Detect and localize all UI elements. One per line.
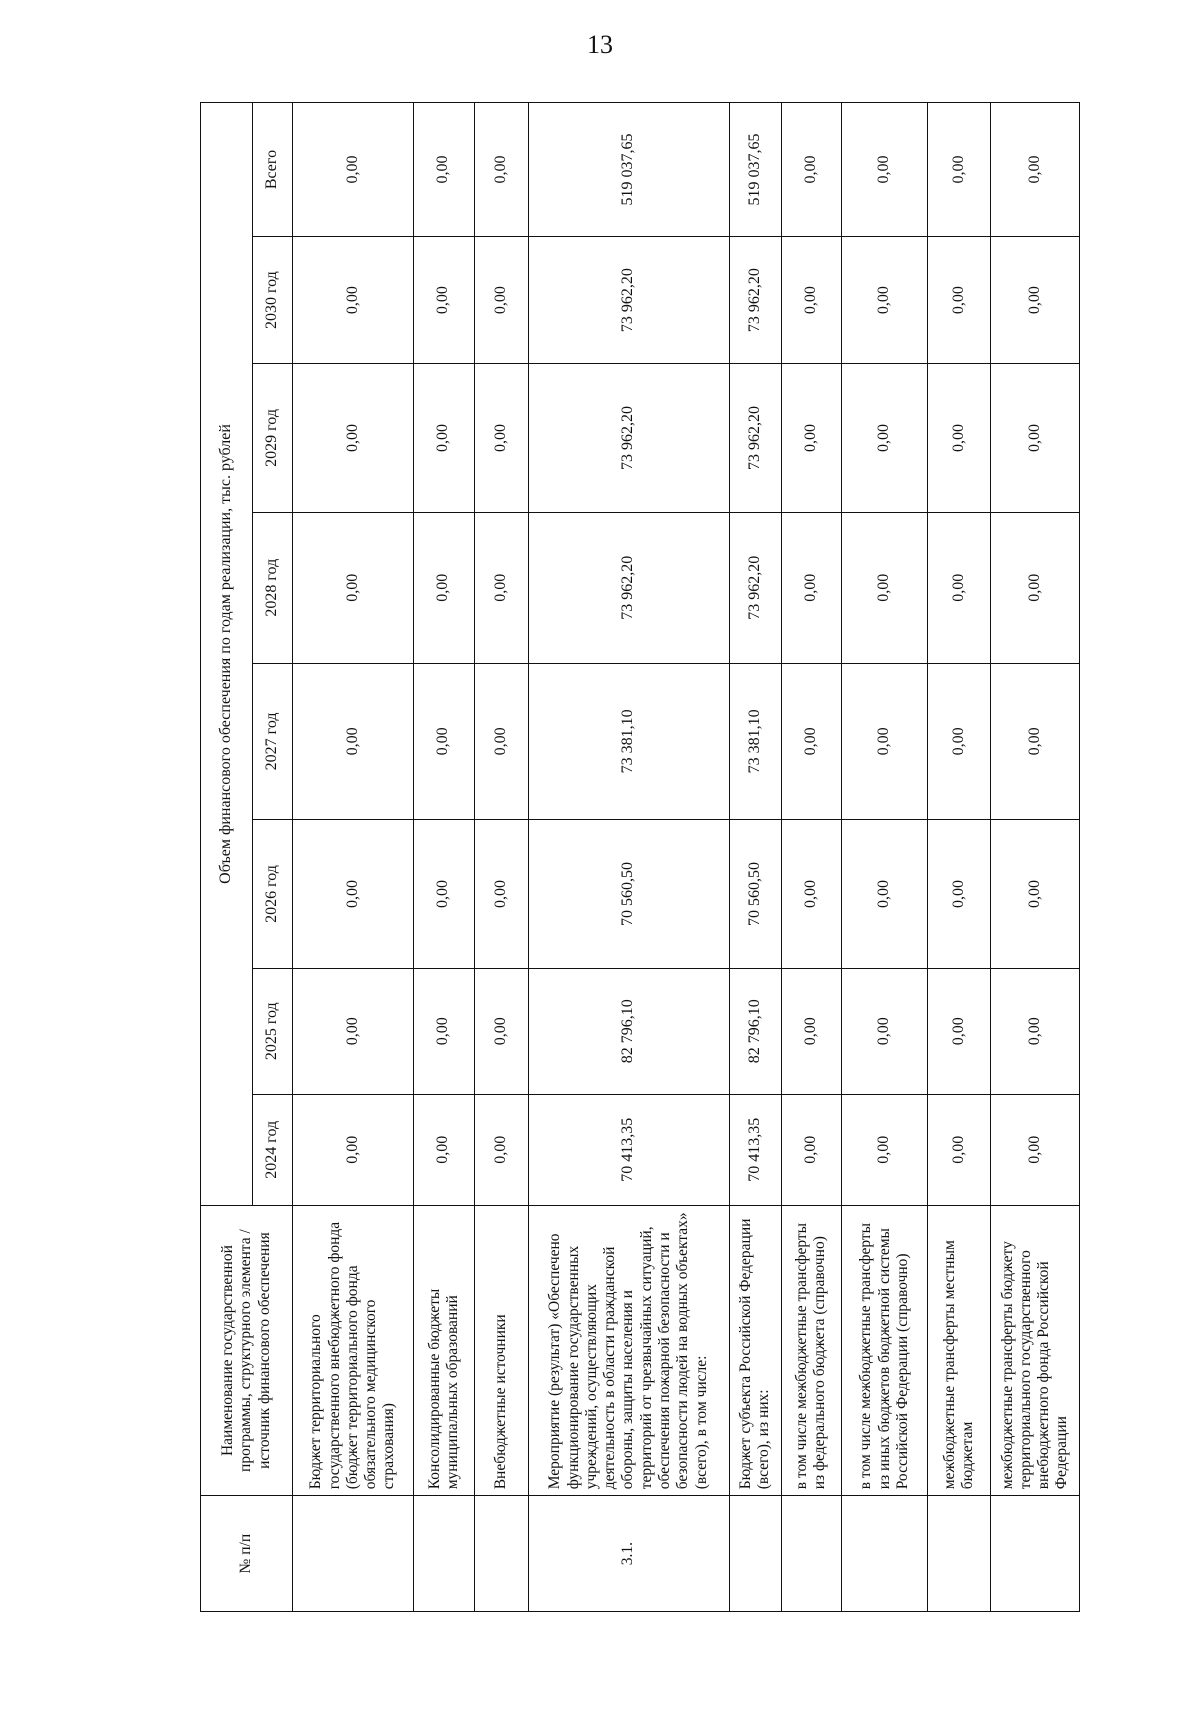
- row-name: Консолидированные бюджеты муниципальных образований: [414, 1205, 475, 1495]
- row-value: 0,00: [474, 512, 528, 663]
- table-row: [414, 103, 475, 1612]
- row-value: 73 962,20: [528, 364, 729, 513]
- row-value: 0,00: [293, 364, 414, 513]
- row-value: 0,00: [991, 237, 1080, 364]
- financing-table: [200, 102, 1080, 1612]
- row-name: межбюджетные трансферты бюджету территориального государственного внебюджетного фонда Российской Федерации: [991, 1205, 1080, 1495]
- row-name: Бюджет территориального государственного внебюджетного фонда (бюджет территориального фонда обязательного медицинского страхования): [293, 1205, 414, 1495]
- row-total: 519 037,65: [729, 103, 781, 237]
- row-value: 0,00: [414, 1094, 475, 1205]
- row-total: 0,00: [928, 103, 991, 237]
- header-year: 2029 год: [253, 364, 293, 513]
- row-total: 0,00: [781, 103, 842, 237]
- row-value: 0,00: [781, 968, 842, 1094]
- header-year: 2024 год: [253, 1094, 293, 1205]
- row-total: 0,00: [842, 103, 928, 237]
- row-value: 0,00: [842, 820, 928, 969]
- row-value: 0,00: [474, 1094, 528, 1205]
- row-num: [991, 1496, 1080, 1612]
- header-year: 2027 год: [253, 663, 293, 820]
- row-total: 0,00: [293, 103, 414, 237]
- row-value: 0,00: [991, 1094, 1080, 1205]
- header-year: 2030 год: [253, 237, 293, 364]
- row-value: 0,00: [781, 1094, 842, 1205]
- row-name: в том числе межбюджетные трансферты из иных бюджетов бюджетной системы Российской Федерации (справочно): [842, 1205, 928, 1495]
- row-value: 0,00: [842, 237, 928, 364]
- row-value: 82 796,10: [729, 968, 781, 1094]
- row-value: 0,00: [991, 663, 1080, 820]
- row-value: 0,00: [414, 820, 475, 969]
- table-row: [474, 103, 528, 1612]
- row-value: 0,00: [928, 237, 991, 364]
- row-num: [474, 1496, 528, 1612]
- row-total: 0,00: [991, 103, 1080, 237]
- header-num: № п/п: [201, 1496, 293, 1612]
- row-value: 73 381,10: [729, 663, 781, 820]
- row-num: 3.1.: [528, 1496, 729, 1612]
- row-value: 70 560,50: [528, 820, 729, 969]
- row-num: [781, 1496, 842, 1612]
- page-number: 13: [587, 30, 613, 59]
- row-value: 0,00: [293, 237, 414, 364]
- row-value: 0,00: [781, 663, 842, 820]
- row-value: 0,00: [474, 663, 528, 820]
- header-total: Всего: [253, 103, 293, 237]
- row-value: 0,00: [842, 663, 928, 820]
- row-value: 0,00: [781, 512, 842, 663]
- row-name: Внебюджетные источники: [474, 1205, 528, 1495]
- row-value: 0,00: [293, 820, 414, 969]
- row-total: 0,00: [474, 103, 528, 237]
- row-value: 70 413,35: [729, 1094, 781, 1205]
- row-value: 0,00: [991, 364, 1080, 513]
- row-value: 0,00: [991, 512, 1080, 663]
- row-value: 0,00: [928, 820, 991, 969]
- row-value: 0,00: [991, 968, 1080, 1094]
- table-row: [293, 103, 414, 1612]
- row-value: 0,00: [414, 512, 475, 663]
- row-total: 0,00: [414, 103, 475, 237]
- row-num: [414, 1496, 475, 1612]
- header-volume: Объем финансового обеспечения по годам реализации, тыс. рублей: [201, 103, 253, 1206]
- row-value: 73 381,10: [528, 663, 729, 820]
- row-value: 0,00: [991, 820, 1080, 969]
- row-total: 519 037,65: [528, 103, 729, 237]
- row-name: межбюджетные трансферты местным бюджетам: [928, 1205, 991, 1495]
- row-value: 0,00: [414, 968, 475, 1094]
- row-name: в том числе межбюджетные трансферты из федерального бюджета (справочно): [781, 1205, 842, 1495]
- row-value: 0,00: [928, 512, 991, 663]
- row-value: 0,00: [293, 968, 414, 1094]
- row-name: Мероприятие (результат) «Обеспечено функционирование государственных учреждений, осуществляющих деятельность в области гражданской обороны, защиты населения и территорий от чрезвычайных ситуаций, обеспечения пожарной безопасности и безопасности людей на водных объектах» (всего), в том числе:: [528, 1205, 729, 1495]
- row-value: 0,00: [842, 1094, 928, 1205]
- row-value: 73 962,20: [528, 512, 729, 663]
- header-year: 2025 год: [253, 968, 293, 1094]
- row-value: 70 560,50: [729, 820, 781, 969]
- header-year: 2026 год: [253, 820, 293, 969]
- row-value: 0,00: [414, 663, 475, 820]
- row-value: 0,00: [474, 364, 528, 513]
- row-name: Бюджет субъекта Российской Федерации (всего), из них:: [729, 1205, 781, 1495]
- row-value: 0,00: [928, 663, 991, 820]
- row-value: 0,00: [474, 237, 528, 364]
- row-value: 82 796,10: [528, 968, 729, 1094]
- header-year: 2028 год: [253, 512, 293, 663]
- row-value: 0,00: [781, 820, 842, 969]
- header-name: Наименование государственной программы, структурного элемента / источник финансового обеспечения: [201, 1205, 293, 1495]
- row-value: 0,00: [781, 237, 842, 364]
- row-num: [729, 1496, 781, 1612]
- row-value: 0,00: [474, 820, 528, 969]
- table-row: [781, 103, 842, 1612]
- row-value: 0,00: [293, 1094, 414, 1205]
- row-value: 73 962,20: [528, 237, 729, 364]
- table-row: [928, 103, 991, 1612]
- row-value: 0,00: [293, 663, 414, 820]
- row-value: 0,00: [414, 237, 475, 364]
- row-value: 0,00: [842, 968, 928, 1094]
- row-value: 73 962,20: [729, 364, 781, 513]
- row-value: 0,00: [928, 968, 991, 1094]
- row-num: [928, 1496, 991, 1612]
- row-num: [293, 1496, 414, 1612]
- rotated-table-container: [200, 102, 1080, 1612]
- row-value: 0,00: [928, 1094, 991, 1205]
- row-num: [842, 1496, 928, 1612]
- row-value: 70 413,35: [528, 1094, 729, 1205]
- row-value: 0,00: [293, 512, 414, 663]
- row-value: 73 962,20: [729, 237, 781, 364]
- table-row: [991, 103, 1080, 1612]
- row-value: 0,00: [781, 364, 842, 513]
- table-row: [729, 103, 781, 1612]
- row-value: 0,00: [474, 968, 528, 1094]
- table-row: [528, 103, 729, 1612]
- row-value: 0,00: [928, 364, 991, 513]
- row-value: 0,00: [414, 364, 475, 513]
- table-row: [842, 103, 928, 1612]
- header-row-1: [201, 103, 253, 1612]
- row-value: 73 962,20: [729, 512, 781, 663]
- row-value: 0,00: [842, 512, 928, 663]
- row-value: 0,00: [842, 364, 928, 513]
